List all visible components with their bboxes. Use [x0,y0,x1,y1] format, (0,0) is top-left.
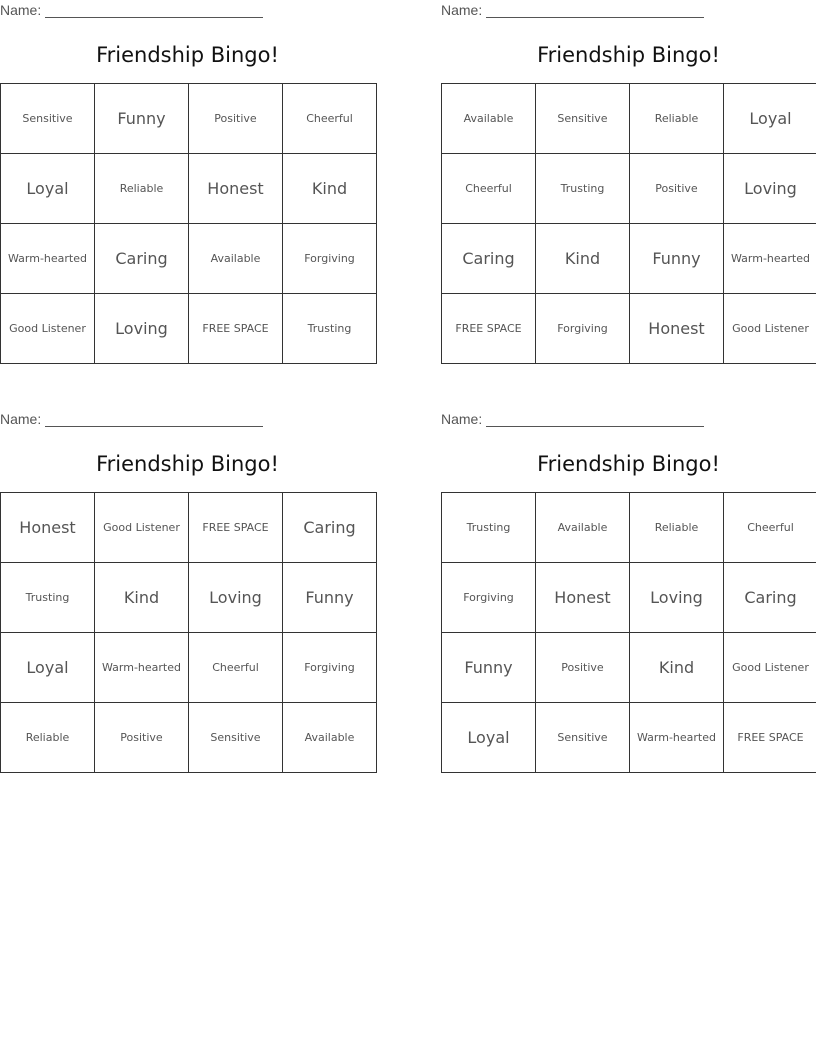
bingo-row [1,154,377,224]
bingo-cell[interactable]: Honest [536,563,630,633]
bingo-row [442,563,816,633]
bingo-cell[interactable]: Good Listener [724,294,816,364]
name-line [0,411,263,429]
name-label: Name: [0,2,42,18]
bingo-cell[interactable]: Honest [189,154,283,224]
bingo-cell[interactable]: Cheerful [189,633,283,703]
bingo-row [1,633,377,703]
bingo-cell[interactable]: Loving [724,154,816,224]
bingo-cell[interactable]: Cheerful [724,493,816,563]
bingo-cell[interactable]: Trusting [442,493,536,563]
bingo-row [442,294,816,364]
bingo-cell[interactable]: Loving [95,294,189,364]
name-blank[interactable] [486,4,704,18]
bingo-cell[interactable]: Warm-hearted [95,633,189,703]
bingo-cell[interactable]: Funny [630,224,724,294]
bingo-cell[interactable]: Trusting [283,294,377,364]
bingo-cell[interactable]: Reliable [630,84,724,154]
bingo-card-1 [0,0,375,365]
bingo-cell[interactable]: FREE SPACE [189,493,283,563]
bingo-cell[interactable]: FREE SPACE [189,294,283,364]
bingo-grid [441,492,816,773]
bingo-cell[interactable]: Good Listener [724,633,816,703]
bingo-cell[interactable]: Available [189,224,283,294]
name-blank[interactable] [45,413,263,427]
bingo-card-2 [441,0,816,365]
card-title: Friendship Bingo! [537,452,720,476]
bingo-cell[interactable]: Available [283,703,377,773]
bingo-row [1,563,377,633]
name-blank[interactable] [486,413,704,427]
bingo-cell[interactable]: FREE SPACE [724,703,816,773]
bingo-cell[interactable]: Loving [189,563,283,633]
bingo-cell[interactable]: Caring [442,224,536,294]
bingo-row [1,703,377,773]
card-title: Friendship Bingo! [96,452,279,476]
name-label: Name: [441,411,483,427]
bingo-cell[interactable]: Warm-hearted [1,224,95,294]
bingo-cell[interactable]: Positive [95,703,189,773]
bingo-cell[interactable]: Kind [630,633,724,703]
bingo-card-3 [0,409,375,774]
bingo-cell[interactable]: Reliable [95,154,189,224]
bingo-cell[interactable]: Loyal [1,154,95,224]
bingo-cell[interactable]: Kind [283,154,377,224]
bingo-cell[interactable]: Honest [630,294,724,364]
card-title: Friendship Bingo! [96,43,279,67]
bingo-cell[interactable]: Cheerful [283,84,377,154]
bingo-row [442,154,816,224]
bingo-row [442,633,816,703]
bingo-cell[interactable]: Warm-hearted [724,224,816,294]
bingo-cell[interactable]: Trusting [1,563,95,633]
name-label: Name: [441,2,483,18]
name-line [441,2,704,20]
name-line [441,411,704,429]
name-label: Name: [0,411,42,427]
bingo-row [1,224,377,294]
bingo-cell[interactable]: Reliable [1,703,95,773]
bingo-cell[interactable]: Loving [630,563,724,633]
bingo-row [1,84,377,154]
bingo-cell[interactable]: Funny [283,563,377,633]
bingo-cell[interactable]: Caring [283,493,377,563]
bingo-cell[interactable]: Forgiving [536,294,630,364]
bingo-cell[interactable]: Loyal [442,703,536,773]
bingo-cell[interactable]: Funny [95,84,189,154]
name-blank[interactable] [45,4,263,18]
bingo-cell[interactable]: Warm-hearted [630,703,724,773]
bingo-cell[interactable]: Loyal [724,84,816,154]
bingo-row [442,224,816,294]
bingo-cell[interactable]: Sensitive [189,703,283,773]
bingo-cell[interactable]: Honest [1,493,95,563]
bingo-cell[interactable]: Available [442,84,536,154]
bingo-row [1,493,377,563]
bingo-cell[interactable]: Sensitive [1,84,95,154]
bingo-cell[interactable]: Positive [536,633,630,703]
bingo-row [1,294,377,364]
card-title: Friendship Bingo! [537,43,720,67]
bingo-row [442,493,816,563]
bingo-cell[interactable]: Forgiving [283,224,377,294]
bingo-cell[interactable]: Reliable [630,493,724,563]
bingo-cell[interactable]: Kind [536,224,630,294]
bingo-cell[interactable]: Sensitive [536,84,630,154]
bingo-cell[interactable]: Loyal [1,633,95,703]
bingo-cell[interactable]: Kind [95,563,189,633]
bingo-cell[interactable]: Funny [442,633,536,703]
bingo-cell[interactable]: FREE SPACE [442,294,536,364]
bingo-cell[interactable]: Trusting [536,154,630,224]
bingo-cell[interactable]: Forgiving [283,633,377,703]
bingo-row [442,84,816,154]
bingo-cell[interactable]: Sensitive [536,703,630,773]
bingo-grid [0,83,377,364]
bingo-row [442,703,816,773]
bingo-cell[interactable]: Caring [724,563,816,633]
bingo-card-4 [441,409,816,774]
bingo-cell[interactable]: Positive [630,154,724,224]
bingo-grid [0,492,377,773]
bingo-cell[interactable]: Caring [95,224,189,294]
bingo-cell[interactable]: Available [536,493,630,563]
bingo-cell[interactable]: Forgiving [442,563,536,633]
bingo-cell[interactable]: Good Listener [1,294,95,364]
bingo-grid [441,83,816,364]
name-line [0,2,263,20]
bingo-cell[interactable]: Cheerful [442,154,536,224]
bingo-cell[interactable]: Positive [189,84,283,154]
bingo-cell[interactable]: Good Listener [95,493,189,563]
